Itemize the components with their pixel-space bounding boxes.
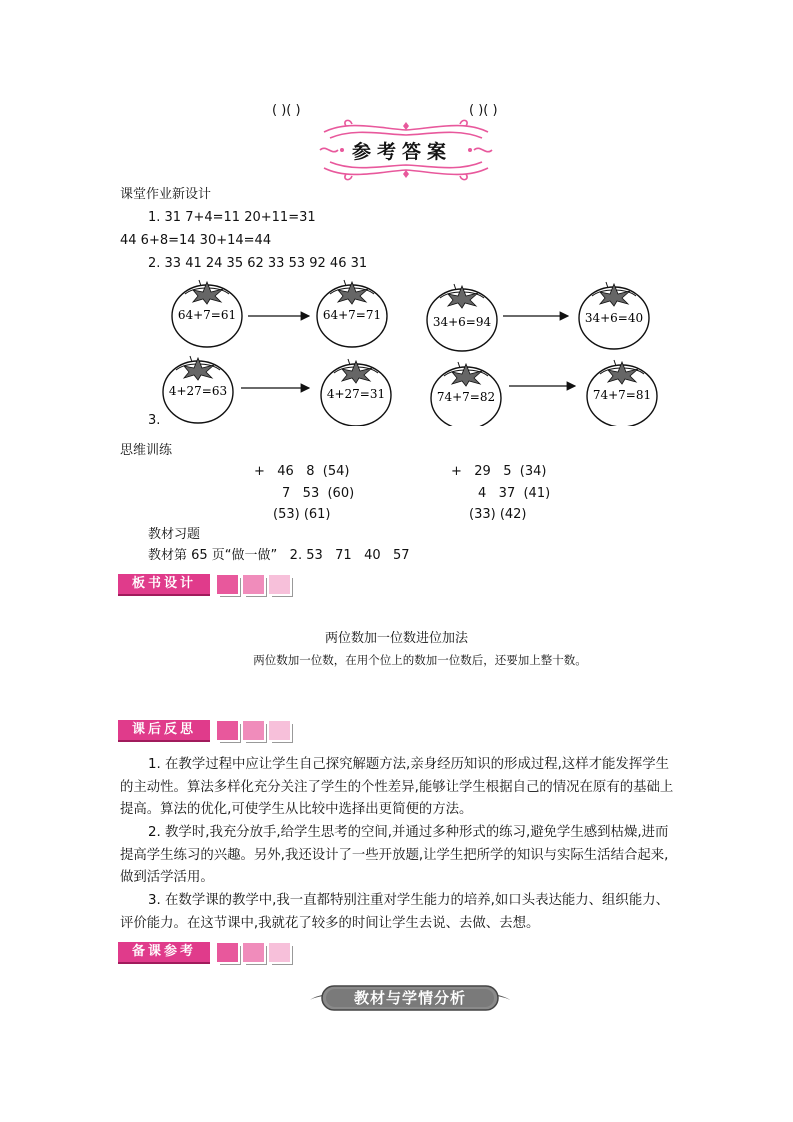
tomato-wrong-2: 34+6=94 (432, 315, 492, 329)
homework-line-3: 2. 33 41 24 35 62 33 53 92 46 31 (148, 256, 368, 271)
tomato-wrong-1: 64+7=61 (177, 308, 237, 322)
thinking-heading: 思维训练 (120, 443, 173, 458)
thinking-right-row-2: 4 37 (41) (478, 486, 551, 501)
tomato-wrong-3: 4+27=63 (168, 384, 228, 398)
textbook-line: 教材第 65 页“做一做” 2. 53 71 40 57 (148, 548, 410, 563)
tomato-right-1: 64+7=71 (322, 308, 382, 322)
tomato-right-3: 4+27=31 (326, 387, 386, 401)
reflection-paragraph-1: 1. 在教学过程中应让学生自己探究解题方法,亲身经历知识的形成过程,这样才能发挥学生的主动性。算法多样化充分关注了学生的个性差异,能够让学生根据自己的情况在原有的基础上提高。算法的优化,可使学生从比较中选择出更简便的方法。 (120, 757, 674, 818)
answer-title: 参考答案 (352, 141, 453, 163)
thinking-right-row-3: (33) (42) (469, 507, 527, 522)
homework-label-3: 3. (148, 413, 161, 428)
thinking-left-row-2: 7 53 (60) (282, 486, 355, 501)
reflection-paragraph-3: 3. 在数学课的教学中,我一直都特别注重对学生能力的培养,如口头表达能力、组织能力、评价能力。在这节课中,我就花了较多的时间让学生去说、去做、去想。 (120, 893, 669, 931)
textbook-heading: 教材习题 (148, 527, 201, 542)
homework-line-2: 44 6+8=14 30+14=44 (120, 233, 272, 248)
analysis-title: 教材与学情分析 (353, 989, 466, 1007)
answer-blank-left: ( )( ) (272, 103, 301, 118)
section-label-board: 板书设计 (118, 574, 210, 596)
thinking-left-row-3: (53) (61) (273, 507, 331, 522)
section-label-reflection: 课后反思 (118, 720, 210, 742)
homework-line-1: 1. 31 7+4=11 20+11=31 (148, 210, 316, 225)
board-subtitle: 两位数加一位数，在用个位上的数加一位数后，还要加上整十数。 (253, 653, 587, 667)
thinking-left-row-1: + 46 8 (54) (254, 464, 350, 479)
tomato-diagram (120, 276, 680, 426)
tomato-right-4: 74+7=81 (592, 388, 652, 402)
reflection-paragraph-2: 2. 教学时,我充分放手,给学生思考的空间,并通过多种形式的练习,避免学生感到枯燥,进而提高学生练习的兴趣。另外,我还设计了一些开放题,让学生把所学的知识与实际生活结合起来,做到活学活用。 (120, 825, 669, 886)
homework-heading: 课堂作业新设计 (120, 187, 212, 202)
tomato-wrong-4: 74+7=82 (436, 390, 496, 404)
tomato-right-2: 34+6=40 (584, 311, 644, 325)
answer-blank-right: ( )( ) (469, 103, 498, 118)
section-label-reference: 备课参考 (118, 942, 210, 964)
board-title: 两位数加一位数进位加法 (324, 631, 468, 646)
thinking-right-row-1: + 29 5 (34) (451, 464, 547, 479)
